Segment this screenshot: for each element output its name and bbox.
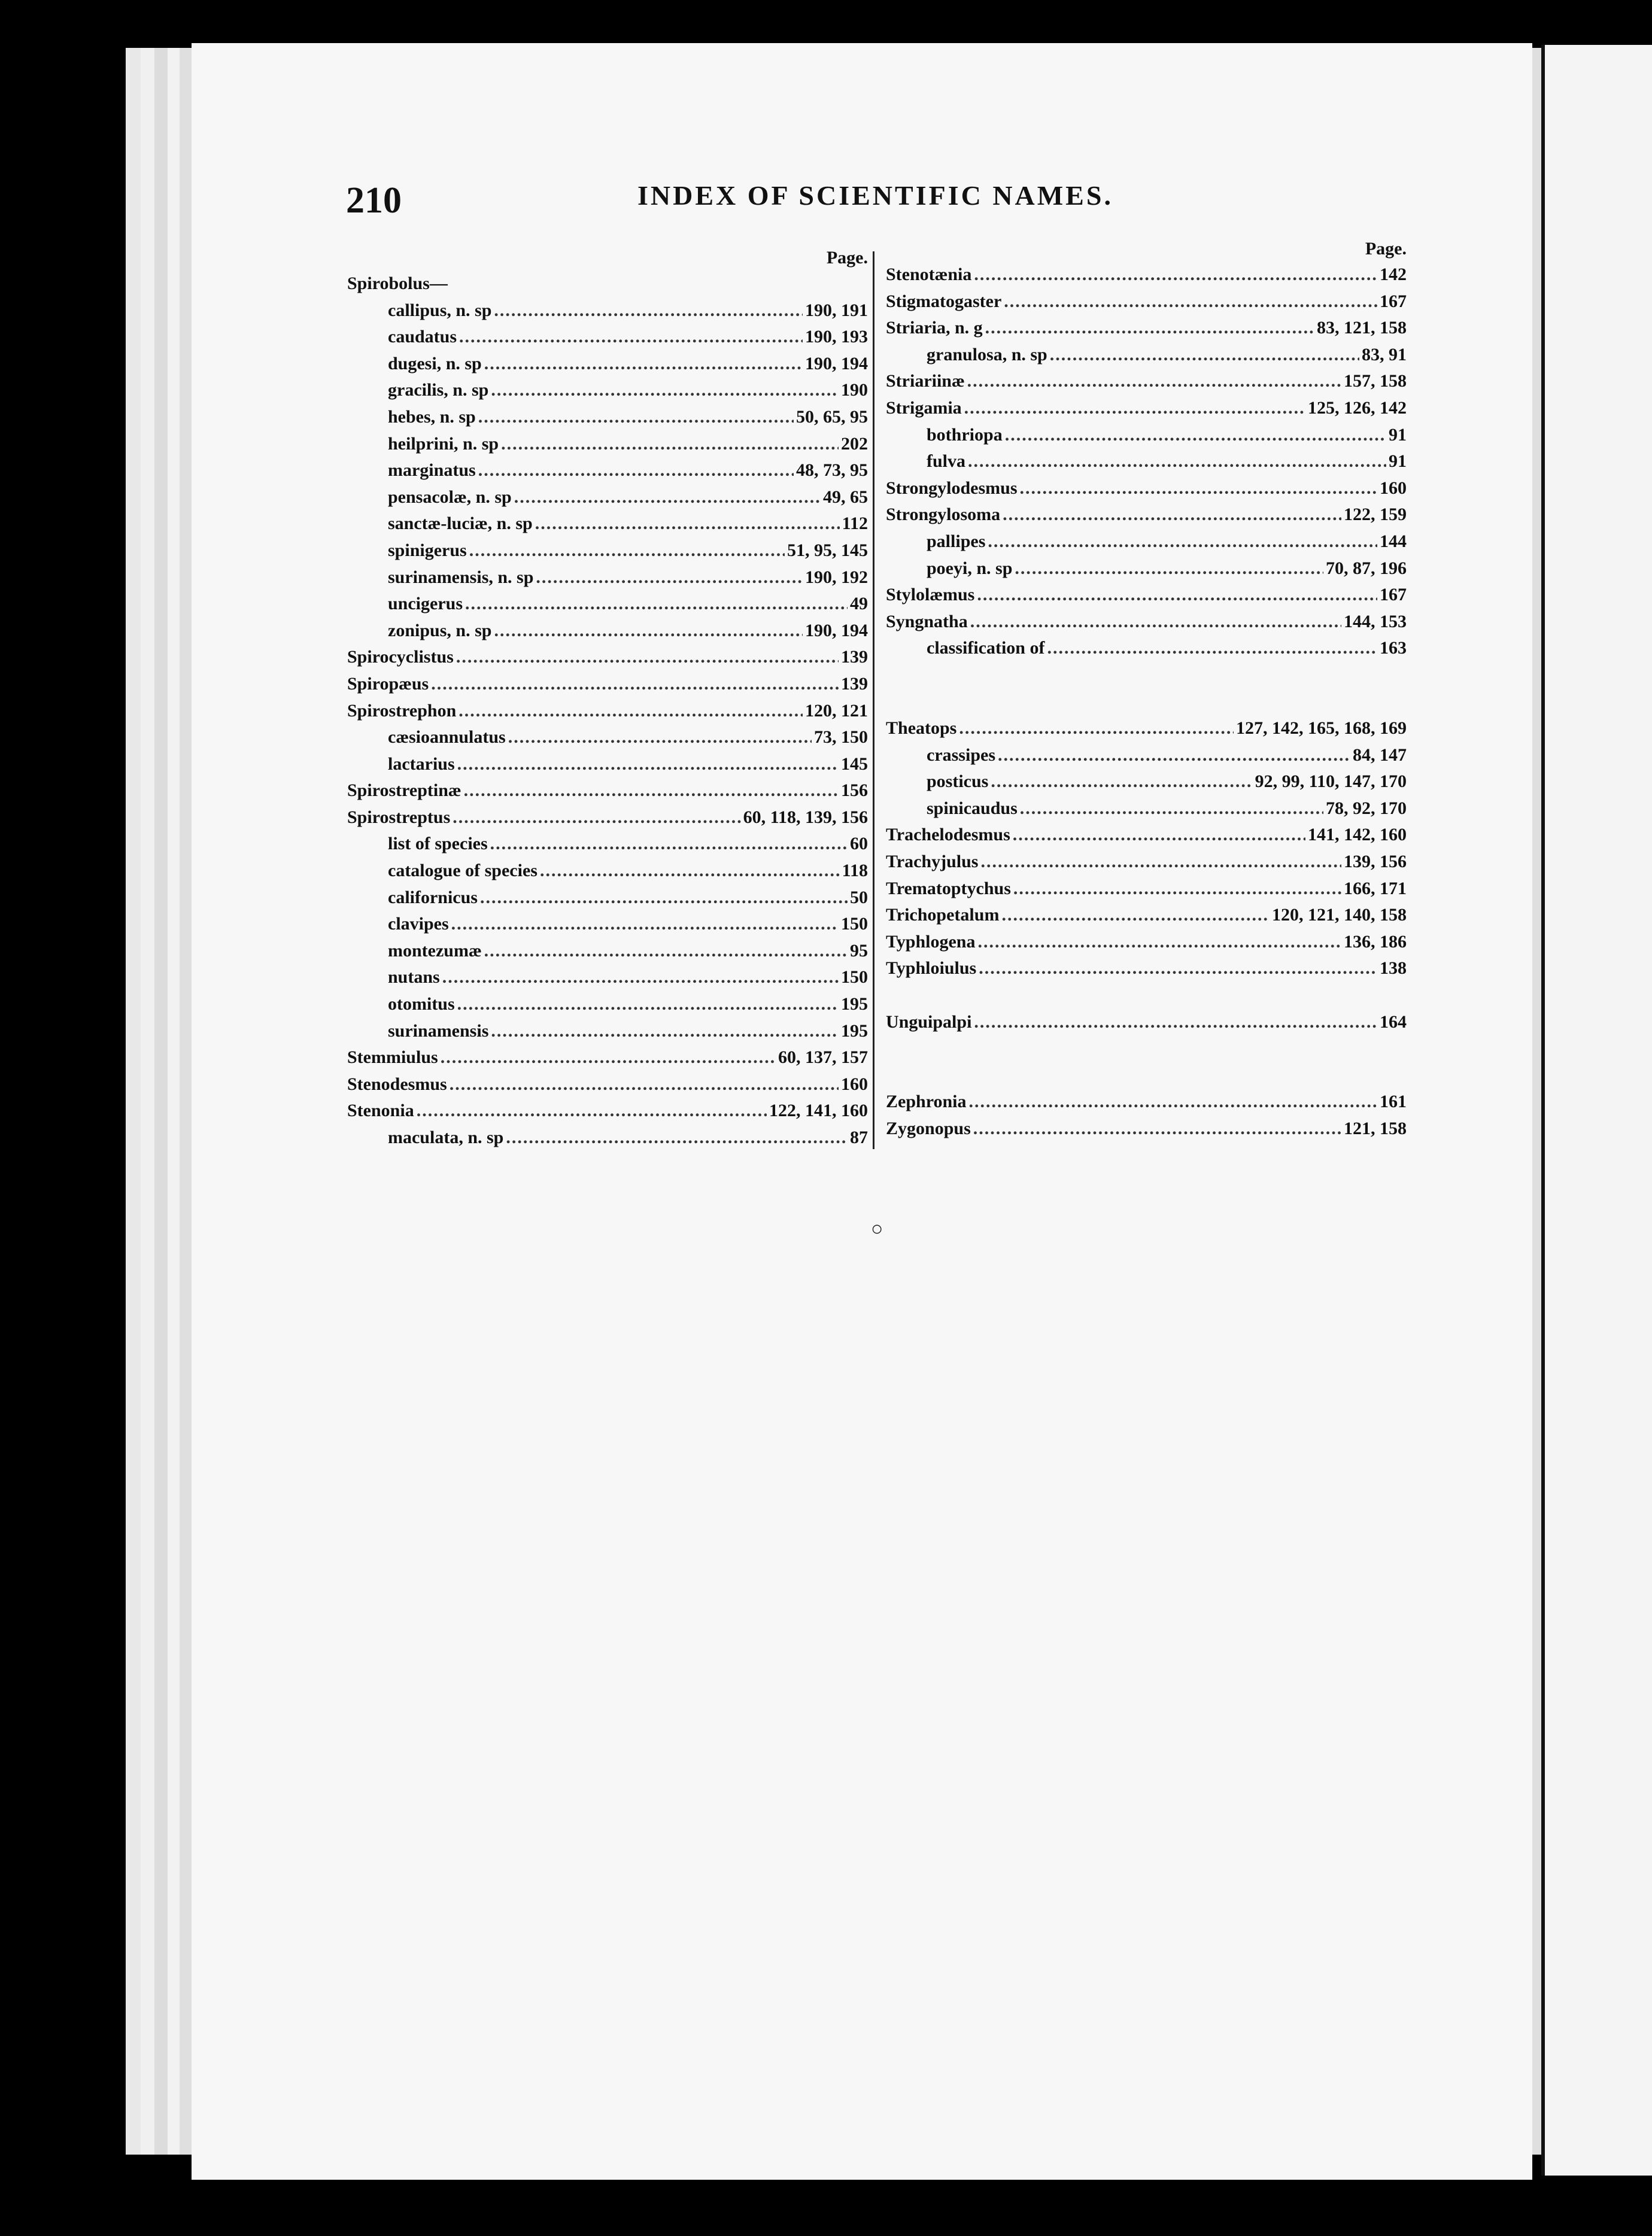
index-entry-name: Trachelodesmus — [886, 825, 1010, 845]
index-spacer — [886, 1062, 1413, 1089]
index-entry-name: Stenotænia — [886, 265, 972, 284]
dot-leader — [988, 528, 1377, 555]
index-entry — [347, 1018, 874, 1045]
dot-leader — [967, 368, 1341, 395]
index-entry — [886, 555, 1413, 582]
facing-page-edge — [1541, 45, 1652, 2176]
index-entry-pages: 156 — [841, 780, 868, 801]
index-entry — [347, 511, 874, 537]
dot-leader — [457, 751, 839, 778]
dot-leader — [1004, 288, 1377, 315]
index-entry-name: Typhloiulus — [886, 958, 977, 979]
index-entry — [347, 324, 874, 351]
index-entry-name: Theatops — [886, 718, 957, 739]
index-entry — [886, 849, 1413, 876]
index-entry-name: nutans — [388, 967, 440, 988]
index-spacer — [886, 662, 1413, 689]
index-entry-name: cæsioannulatus — [388, 727, 506, 748]
index-entry-pages: 125, 126, 142 — [1308, 397, 1407, 418]
index-entry-name: pallipes — [927, 531, 986, 551]
dot-leader — [1015, 555, 1323, 582]
dot-leader — [1013, 876, 1341, 903]
index-entry-pages: 50 — [850, 887, 868, 907]
index-entry-pages: 195 — [841, 1020, 868, 1041]
index-spacer — [886, 982, 1413, 1009]
index-entry — [347, 404, 874, 431]
dot-leader — [970, 609, 1341, 636]
index-entry-pages: 138 — [1380, 958, 1407, 979]
index-entry-name: montezumæ — [388, 940, 482, 961]
index-entry — [347, 537, 874, 564]
index-entry-pages: 92, 99, 110, 147, 170 — [1255, 771, 1407, 792]
dot-leader — [974, 1009, 1377, 1036]
index-spacer — [886, 1035, 1413, 1062]
index-entry — [347, 1071, 874, 1098]
index-entry-name: californicus — [388, 887, 478, 907]
index-entry-name: dugesi, n. sp — [388, 353, 482, 373]
index-entry-pages: 190, 194 — [805, 620, 868, 640]
index-entry — [347, 377, 874, 404]
index-entry-pages: 150 — [841, 914, 868, 934]
index-entry-name: Trichopetalum — [886, 905, 1000, 925]
index-entry-pages: 60, 118, 139, 156 — [743, 807, 868, 827]
index-entry — [886, 475, 1413, 502]
index-entry — [347, 564, 874, 591]
index-spacer — [886, 689, 1413, 716]
index-entry-pages: 73, 150 — [814, 727, 868, 748]
index-entry-name: fulva — [927, 451, 966, 472]
index-entry-name: Trachyjulus — [886, 852, 979, 872]
dot-leader — [417, 1098, 767, 1125]
index-entry-name: Zygonopus — [886, 1119, 971, 1138]
index-entry-name: hebes, n. sp — [388, 406, 476, 427]
index-entry-name: Striaria, n. g — [886, 318, 983, 338]
index-entry-name: spinigerus — [388, 540, 467, 560]
dot-leader — [453, 804, 740, 831]
index-entry — [347, 751, 874, 778]
index-entry-pages: 49, 65 — [823, 487, 868, 507]
index-entry-pages: 50, 65, 95 — [796, 406, 868, 427]
index-entry-name: classification of — [927, 638, 1045, 658]
index-entry-pages: 78, 92, 170 — [1326, 798, 1407, 818]
index-entry-pages: 91 — [1389, 451, 1407, 472]
index-entry — [886, 955, 1413, 982]
index-entry-pages: 122, 141, 160 — [769, 1101, 868, 1121]
dot-leader — [978, 929, 1342, 956]
dot-leader — [478, 404, 794, 431]
index-entry-name: Spirocyclistus — [347, 647, 454, 667]
index-entry-name: Stenodesmus — [347, 1074, 447, 1094]
index-entry — [347, 1098, 874, 1125]
print-speck: ○ — [871, 1218, 883, 1240]
index-entry-name: callipus, n. sp — [388, 300, 492, 320]
index-entry-pages: 150 — [841, 967, 868, 988]
dot-leader — [1020, 795, 1323, 822]
dot-leader — [484, 938, 848, 965]
dot-leader — [451, 911, 839, 938]
index-entry-pages: 120, 121 — [805, 700, 868, 721]
index-entry-pages: 87 — [850, 1128, 868, 1147]
dot-leader — [1003, 502, 1341, 528]
dot-leader — [490, 831, 848, 858]
index-entry-name: pensacolæ, n. sp — [388, 487, 512, 507]
index-entry — [886, 609, 1413, 636]
dot-leader — [458, 698, 803, 725]
index-entry-pages: 144, 153 — [1344, 611, 1407, 631]
index-entry — [347, 351, 874, 378]
index-entry — [347, 1044, 874, 1071]
dot-leader — [464, 777, 839, 804]
dot-leader — [457, 991, 839, 1018]
index-entry-name: posticus — [927, 771, 989, 792]
index-entry — [886, 528, 1413, 555]
index-entry — [347, 885, 874, 912]
index-entry-name: Stigmatogaster — [886, 291, 1002, 311]
index-entry — [886, 715, 1413, 742]
index-entry-pages: 91 — [1389, 424, 1407, 445]
index-entry — [886, 795, 1413, 822]
page-column-heading: Page. — [1365, 239, 1407, 259]
dot-leader — [491, 377, 839, 404]
dot-leader — [540, 858, 840, 885]
index-entry — [347, 271, 874, 297]
index-entry-name: Strongylosoma — [886, 505, 1001, 525]
dot-leader — [1001, 902, 1270, 929]
index-entry-pages: 60 — [850, 834, 868, 854]
index-entry-pages: 160 — [841, 1074, 868, 1094]
dot-leader — [514, 484, 821, 511]
index-entry-name: Stemmiulus — [347, 1047, 438, 1068]
index-entry-name: catalogue of species — [388, 861, 537, 881]
index-entry-pages: 84, 147 — [1353, 745, 1407, 765]
index-entry-pages: 139 — [841, 673, 868, 694]
index-entry — [886, 582, 1413, 609]
dot-leader — [1005, 422, 1386, 449]
index-entry-name: clavipes — [388, 914, 449, 934]
dot-leader — [536, 564, 803, 591]
index-entry-pages: 49 — [850, 594, 868, 614]
index-entry-name: Unguipalpi — [886, 1011, 972, 1032]
index-entry — [886, 502, 1413, 528]
index-entry-name: spinicaudus — [927, 798, 1018, 818]
index-entry-name: Strongylodesmus — [886, 478, 1018, 498]
index-entry — [886, 395, 1413, 422]
index-entry-pages: 163 — [1380, 638, 1407, 658]
index-entry-name: Spirostrephon — [347, 700, 457, 721]
index-entry-pages: 190, 192 — [805, 567, 868, 587]
dot-leader — [1013, 822, 1305, 849]
index-entry-pages: 139, 156 — [1344, 852, 1407, 872]
index-entry — [886, 315, 1413, 342]
column-divider — [873, 251, 874, 1149]
page-number: 210 — [346, 180, 402, 221]
dot-leader — [969, 1089, 1378, 1116]
dot-leader — [979, 955, 1377, 982]
index-entry-pages: 166, 171 — [1344, 878, 1407, 898]
index-entry-pages: 127, 142, 165, 168, 169 — [1236, 718, 1407, 739]
running-head: INDEX OF SCIENTIFIC NAMES. — [637, 180, 1113, 211]
index-entry — [347, 618, 874, 645]
dot-leader — [441, 1044, 776, 1071]
dot-leader — [535, 511, 840, 537]
index-entry-name: poeyi, n. sp — [927, 558, 1013, 578]
index-entry-pages: 83, 121, 158 — [1317, 318, 1407, 338]
index-entry-name: Spirobolus— — [347, 274, 448, 293]
dot-leader — [973, 1116, 1341, 1143]
index-entry — [347, 591, 874, 618]
index-entry — [347, 431, 874, 458]
index-entry — [886, 342, 1413, 369]
index-entry-name: Striariinæ — [886, 371, 965, 391]
index-entry-pages: 157, 158 — [1344, 371, 1407, 391]
index-entry — [347, 858, 874, 885]
index-entry-name: Typhlogena — [886, 931, 976, 952]
index-entry — [347, 938, 874, 965]
index-entry-name: sanctæ-luciæ, n. sp — [388, 514, 533, 534]
index-entry-name: surinamensis — [388, 1020, 489, 1041]
index-entry-name: list of species — [388, 834, 488, 854]
index-entry-name: Zephronia — [886, 1092, 967, 1112]
index-entry-pages: 167 — [1380, 585, 1407, 605]
index-entry-name: lactarius — [388, 754, 455, 774]
index-entry — [347, 1125, 874, 1152]
index-entry — [886, 822, 1413, 849]
dot-leader — [480, 885, 848, 912]
dot-leader — [484, 351, 803, 378]
dot-leader — [431, 671, 839, 698]
index-entry — [347, 964, 874, 991]
index-entry-name: Spirostreptus — [347, 807, 451, 827]
dot-leader — [1047, 635, 1377, 662]
index-entry-pages: 202 — [841, 433, 868, 454]
index-entry-name: granulosa, n. sp — [927, 344, 1047, 364]
index-entry-pages: 190 — [841, 380, 868, 400]
index-entry-pages: 136, 186 — [1344, 931, 1407, 952]
index-entry-name: Spirostreptinæ — [347, 780, 461, 801]
index-entry-pages: 195 — [841, 994, 868, 1014]
index-entry-pages: 122, 159 — [1344, 505, 1407, 525]
index-entry — [886, 768, 1413, 795]
index-entry-name: gracilis, n. sp — [388, 380, 489, 400]
index-entry-name: crassipes — [927, 745, 995, 765]
index-entry-pages: 161 — [1380, 1092, 1407, 1112]
index-entry-name: maculata, n. sp — [388, 1128, 504, 1147]
index-entry-pages: 190, 193 — [805, 327, 868, 347]
index-entry — [347, 991, 874, 1018]
index-entry — [886, 902, 1413, 929]
index-entry-name: marginatus — [388, 460, 476, 481]
index-entry-pages: 160 — [1380, 478, 1407, 498]
index-entry-pages: 118 — [842, 861, 868, 881]
dot-leader — [469, 537, 785, 564]
dot-leader — [998, 742, 1350, 769]
index-entry-name: Stylolæmus — [886, 585, 975, 605]
dot-leader — [991, 768, 1252, 795]
dot-leader — [959, 715, 1234, 742]
index-entry-pages: 112 — [842, 514, 868, 534]
index-entry-name: Stenonia — [347, 1101, 414, 1121]
index-entry — [886, 1089, 1413, 1116]
index-entry-name: Trematoptychus — [886, 878, 1011, 898]
index-entry-pages: 190, 194 — [805, 353, 868, 373]
index-entry-pages: 60, 137, 157 — [778, 1047, 868, 1068]
dot-leader — [501, 431, 839, 458]
index-entry — [347, 698, 874, 725]
index-entry — [347, 457, 874, 484]
index-entry-pages: 164 — [1380, 1011, 1407, 1032]
index-entry-name: caudatus — [388, 327, 457, 347]
index-column-right — [886, 236, 1413, 1143]
dot-leader — [977, 582, 1377, 609]
index-entry — [886, 876, 1413, 903]
dot-leader — [980, 849, 1341, 876]
dot-leader — [1020, 475, 1378, 502]
index-entry-pages: 121, 158 — [1344, 1119, 1407, 1138]
dot-leader — [442, 964, 839, 991]
index-entry-pages: 145 — [841, 754, 868, 774]
index-entry — [886, 448, 1413, 475]
index-entry — [886, 635, 1413, 662]
index-entry-name: Syngnatha — [886, 611, 968, 631]
dot-leader — [974, 262, 1377, 288]
index-entry — [347, 484, 874, 511]
index-entry-pages: 51, 95, 145 — [787, 540, 868, 560]
index-entry — [347, 777, 874, 804]
index-entry-name: otomitus — [388, 994, 455, 1014]
index-entry-pages: 70, 87, 196 — [1326, 558, 1407, 578]
dot-leader — [968, 448, 1386, 475]
index-entry — [347, 831, 874, 858]
index-entry-name: Spiropæus — [347, 673, 429, 694]
index-entry — [347, 671, 874, 698]
index-entry-name: heilprini, n. sp — [388, 433, 499, 454]
dot-leader — [478, 457, 794, 484]
index-entry-pages: 167 — [1380, 291, 1407, 311]
dot-leader — [456, 644, 839, 671]
dot-leader — [1050, 342, 1359, 369]
index-entry-name: surinamensis, n. sp — [388, 567, 534, 587]
index-entry — [347, 724, 874, 751]
index-entry — [347, 911, 874, 938]
index-entry — [886, 742, 1413, 769]
index-entry-name: bothriopa — [927, 424, 1003, 445]
dot-leader — [459, 324, 803, 351]
dot-leader — [491, 1018, 839, 1045]
index-entry-pages: 95 — [850, 940, 868, 961]
index-column-left — [347, 245, 874, 1152]
index-entry-pages: 139 — [841, 647, 868, 667]
index-entry — [347, 297, 874, 324]
index-entry-pages: 144 — [1380, 531, 1407, 551]
dot-leader — [494, 297, 803, 324]
index-entry — [886, 1116, 1413, 1143]
index-entry — [886, 1009, 1413, 1036]
index-entry-name: uncigerus — [388, 594, 463, 614]
index-entry — [886, 422, 1413, 449]
index-entry-pages: 141, 142, 160 — [1308, 825, 1407, 845]
dot-leader — [964, 395, 1305, 422]
dot-leader — [508, 724, 812, 751]
dot-leader — [985, 315, 1314, 342]
index-entry — [886, 368, 1413, 395]
index-entry-pages: 142 — [1380, 265, 1407, 284]
index-entry — [347, 804, 874, 831]
index-entry — [347, 644, 874, 671]
index-entry — [886, 262, 1413, 288]
index-entry — [886, 929, 1413, 956]
index-entry-pages: 48, 73, 95 — [796, 460, 868, 481]
index-entry-pages: 190, 191 — [805, 300, 868, 320]
index-entry-pages: 120, 121, 140, 158 — [1272, 905, 1407, 925]
dot-leader — [494, 618, 803, 645]
index-entry-name: zonipus, n. sp — [388, 620, 492, 640]
dot-leader — [465, 591, 848, 618]
page-column-heading: Page. — [826, 248, 868, 268]
dot-leader — [506, 1125, 848, 1152]
dot-leader — [450, 1071, 839, 1098]
index-entry — [886, 288, 1413, 315]
index-entry-pages: 83, 91 — [1362, 344, 1407, 364]
index-entry-name: Strigamia — [886, 397, 962, 418]
